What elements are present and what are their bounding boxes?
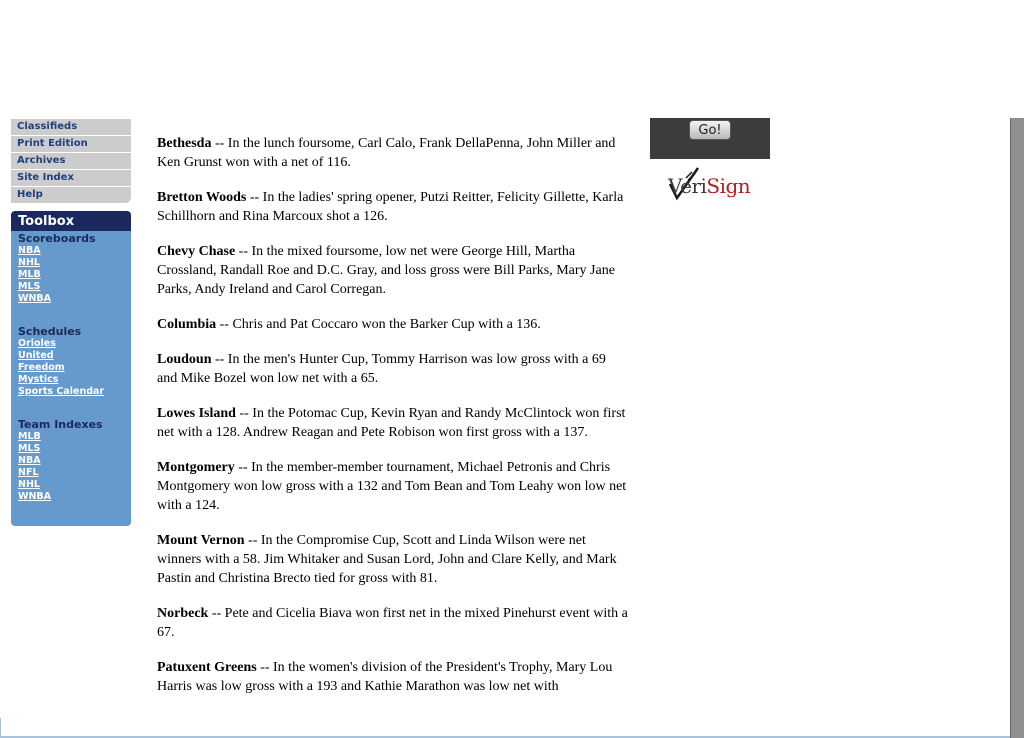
verisign-wordmark	[668, 174, 750, 198]
club-result: -- In the member-member tournament, Michael Petronis and Chris Montgomery won low gross with a 132 and Tom Bean and Tom Leahy won low net with a 124.	[157, 460, 627, 513]
schedules-heading: Schedules	[18, 325, 82, 338]
schedule-link-sports-calendar[interactable]: Sports Calendar	[18, 386, 105, 397]
scoreboard-link-mls[interactable]: MLS	[18, 281, 41, 292]
article-paragraph	[157, 315, 629, 334]
verisign-text-sign: Sign	[706, 174, 751, 198]
article-paragraph	[157, 134, 629, 172]
article-paragraph	[157, 604, 629, 642]
team-index-link-wnba[interactable]: WNBA	[18, 491, 52, 502]
article-paragraph	[157, 531, 629, 588]
schedule-link-mystics[interactable]: Mystics	[18, 374, 59, 385]
scoreboards-section	[11, 232, 131, 305]
team-indexes-section	[11, 418, 131, 503]
nav-item-site-index[interactable]: Site Index	[11, 170, 131, 186]
section-spacer	[11, 398, 131, 417]
scoreboard-link-nhl[interactable]: NHL	[18, 257, 40, 268]
schedule-link-united[interactable]: United	[18, 350, 54, 361]
article-paragraph	[157, 458, 629, 515]
article-paragraph	[157, 188, 629, 226]
right-frame-border	[1010, 118, 1024, 738]
team-index-link-mls[interactable]: MLS	[18, 443, 41, 454]
club-name: Bretton Woods	[157, 190, 247, 205]
club-result: -- In the Potomac Cup, Kevin Ryan and Randy McClintock won first net with a 128. Andrew Reagan and Pete Robison won first gross with a 137.	[157, 406, 626, 440]
team-index-link-nba[interactable]: NBA	[18, 455, 41, 466]
club-name: Lowes Island	[157, 406, 236, 421]
left-nav	[11, 119, 131, 204]
club-result: -- In the women's division of the President's Trophy, Mary Lou Harris was low gross with a 193 and Kathie Marathon was low net with	[157, 660, 613, 694]
schedule-link-freedom[interactable]: Freedom	[18, 362, 65, 373]
article-paragraph	[157, 242, 629, 299]
scoreboards-heading: Scoreboards	[18, 232, 96, 245]
article-paragraph	[157, 404, 629, 442]
team-index-link-nhl[interactable]: NHL	[18, 479, 40, 490]
nav-item-classifieds[interactable]: Classifieds	[11, 119, 131, 135]
nav-item-print-edition[interactable]: Print Edition	[11, 136, 131, 152]
club-result: -- Chris and Pat Coccaro won the Barker Cup with a 136.	[216, 317, 541, 332]
club-result: -- In the men's Hunter Cup, Tommy Harrison was low gross with a 69 and Mike Bozel won low net with a 65.	[157, 352, 606, 386]
club-name: Norbeck	[157, 606, 209, 621]
search-box	[650, 118, 770, 159]
club-name: Loudoun	[157, 352, 212, 367]
toolbox-panel	[11, 211, 131, 526]
scoreboard-link-mlb[interactable]: MLB	[18, 269, 41, 280]
go-button[interactable]: Go!	[689, 120, 731, 140]
toolbox-title: Toolbox	[11, 211, 131, 231]
club-result: -- Pete and Cicelia Biava won first net in the mixed Pinehurst event with a 67.	[157, 606, 628, 640]
verisign-logo[interactable]	[664, 164, 764, 206]
scoreboard-link-nba[interactable]: NBA	[18, 245, 41, 256]
nav-item-help[interactable]: Help	[11, 187, 131, 203]
left-frame-border	[0, 718, 1, 736]
article-paragraph	[157, 350, 629, 388]
club-name: Bethesda	[157, 136, 212, 151]
article-body	[157, 134, 629, 718]
club-name: Chevy Chase	[157, 244, 236, 259]
club-name: Montgomery	[157, 460, 235, 475]
nav-item-archives[interactable]: Archives	[11, 153, 131, 169]
section-spacer	[11, 305, 131, 324]
club-result: -- In the ladies' spring opener, Putzi Reitter, Felicity Gillette, Karla Schillhorn and Rina Marcoux shot a 126.	[157, 190, 624, 224]
schedules-section	[11, 325, 131, 398]
club-result: -- In the lunch foursome, Carl Calo, Frank DellaPenna, John Miller and Ken Grunst won with a net of 116.	[157, 136, 616, 170]
schedule-link-orioles[interactable]: Orioles	[18, 338, 56, 349]
club-result: -- In the mixed foursome, low net were George Hill, Martha Crossland, Randall Roe and D.C. Gray, and loss gross were Bill Parks, Mary Jane Parks, Andy Ireland and Carol Corregan.	[157, 244, 615, 297]
scoreboard-link-wnba[interactable]: WNBA	[18, 293, 52, 304]
club-result: -- In the Compromise Cup, Scott and Linda Wilson were net winners with a 58. Jim Whitaker and Susan Lord, John and Clare Kelly, and Mark Pastin and Christina Brecto tied for gross with 81.	[157, 533, 617, 586]
club-name: Mount Vernon	[157, 533, 245, 548]
team-index-link-mlb[interactable]: MLB	[18, 431, 41, 442]
club-name: Patuxent Greens	[157, 660, 257, 675]
verisign-text-veri: Veri	[668, 174, 707, 198]
article-paragraph	[157, 658, 629, 696]
team-index-link-nfl[interactable]: NFL	[18, 467, 39, 478]
club-name: Columbia	[157, 317, 217, 332]
team-indexes-heading: Team Indexes	[18, 418, 103, 431]
